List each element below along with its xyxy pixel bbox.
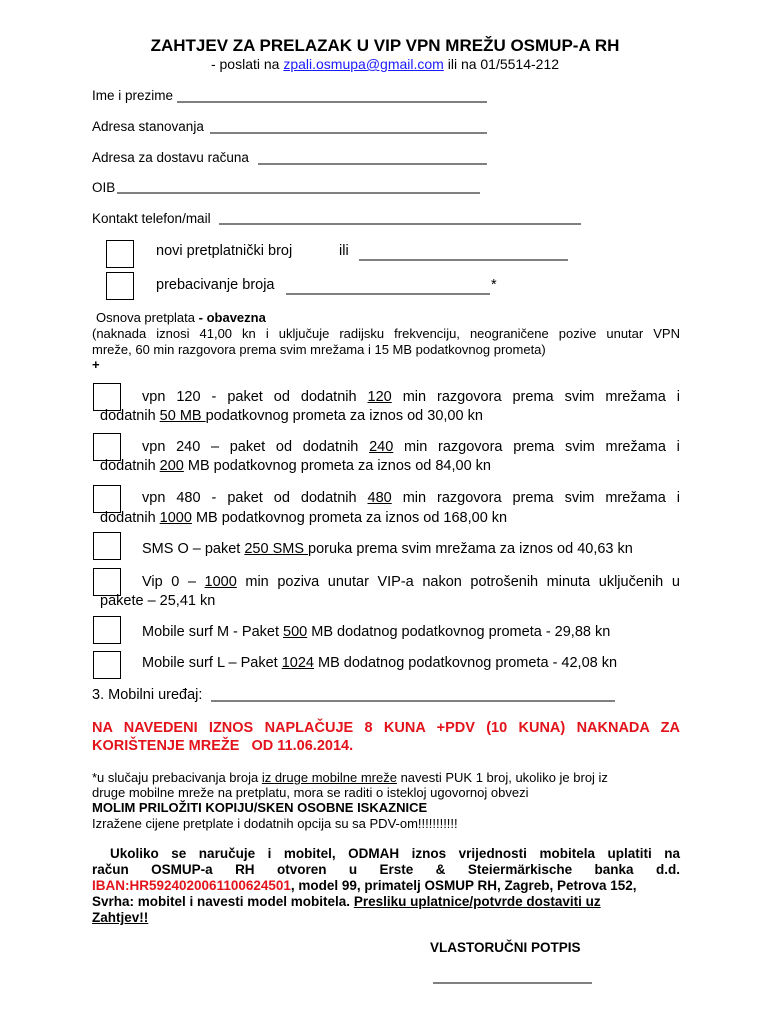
word: - xyxy=(211,490,217,506)
word: dodatnih xyxy=(300,389,357,405)
porting-note xyxy=(92,770,680,785)
porting-checkbox[interactable] xyxy=(106,272,134,300)
word: u xyxy=(671,574,680,590)
base-plan-description xyxy=(92,326,680,341)
word: od xyxy=(275,439,293,455)
word: min xyxy=(402,389,427,405)
vpn480-line2 xyxy=(100,510,680,526)
vip0-checkbox[interactable] xyxy=(93,568,121,596)
word: min xyxy=(245,574,269,590)
word: od xyxy=(273,490,290,506)
address-label: Adresa stanovanja xyxy=(92,119,204,134)
text: SMS O – paket xyxy=(142,541,245,557)
porting-asterisk: * xyxy=(491,277,497,293)
word: u xyxy=(348,862,358,877)
word: i xyxy=(676,389,680,405)
word: unutar xyxy=(327,574,369,590)
base-plan-mandatory: - obavezna xyxy=(198,310,266,325)
word: – xyxy=(187,574,196,590)
contact-label: Kontakt telefon/mail xyxy=(92,211,211,226)
text: Svrha: mobitel i navesti model mobitela. xyxy=(92,894,354,909)
porting-note-line1 xyxy=(92,770,680,785)
payment-line3 xyxy=(92,878,680,893)
data-amount: 200 xyxy=(159,458,184,474)
device-field[interactable] xyxy=(92,687,202,703)
word: dodatnih xyxy=(300,490,357,506)
vip0-line1 xyxy=(142,574,680,590)
word: paket xyxy=(227,490,263,506)
base-plan-desc-line1: (naknada iznosi 41,00 kn i uključuje radijsku frekvenciju, neograničene pozive unutar VPN xyxy=(92,326,680,341)
vpn120-line1 xyxy=(142,389,680,405)
word: poziva xyxy=(277,574,320,590)
word: OSMUP-a xyxy=(151,862,213,877)
new-number-checkbox[interactable] xyxy=(106,240,134,268)
sms-checkbox[interactable] xyxy=(93,532,121,560)
text: MB dodatnog podatkovnog prometa - 29,88 kn xyxy=(307,624,611,640)
word: razgovora xyxy=(437,389,502,405)
text: dodatnih xyxy=(100,510,160,526)
payment-line5: Zahtjev!! xyxy=(92,910,149,925)
text: MB podatkovnog prometa za iznos od 84,00 kn xyxy=(183,458,491,474)
vat-note: Izražene cijene pretplate i dodatnih opcija su sa PDV-om!!!!!!!!!!! xyxy=(92,816,458,831)
word: svim xyxy=(564,389,595,405)
word: VIP-a xyxy=(377,574,414,590)
word: mrežama xyxy=(605,490,666,506)
text: Mobile surf L – Paket xyxy=(142,655,282,671)
text: MB dodatnog podatkovnog prometa - 42,08 kn xyxy=(313,655,618,671)
word: potrošenih xyxy=(470,574,539,590)
signature-label: VLASTORUČNI POTPIS xyxy=(430,940,581,955)
base-plan-desc-line2: mreže, 60 min razgovora prema svim mrežama i 15 MB podatkovnog prometa) xyxy=(92,342,546,357)
iban: IBAN:HR5924020061100624501 xyxy=(92,878,291,893)
or-label: ili xyxy=(339,243,349,259)
vip0-line2: pakete – 25,41 kn xyxy=(100,593,216,609)
payment-line1 xyxy=(110,846,680,861)
word: paket xyxy=(227,389,263,405)
vpn120-checkbox[interactable] xyxy=(93,383,121,411)
surf-l-option xyxy=(142,655,722,671)
word: otvoren xyxy=(276,862,327,877)
word: – xyxy=(210,439,220,455)
name-label: Ime i prezime xyxy=(92,88,174,103)
word: 0 xyxy=(171,574,180,590)
word: Steiermärkische xyxy=(467,862,573,877)
vpn240-line1 xyxy=(142,439,680,455)
porting-label: prebacivanje broja xyxy=(156,277,275,293)
plus-sign: + xyxy=(92,357,100,372)
other-network-text: iz druge mobilne mreže xyxy=(261,770,397,785)
address-field[interactable] xyxy=(92,119,204,134)
vpn480-option xyxy=(142,490,680,506)
word-minutes: 240 xyxy=(369,439,394,455)
surf-m-checkbox[interactable] xyxy=(93,616,121,644)
billing-address-label: Adresa za dostavu računa xyxy=(92,150,249,165)
word: razgovora xyxy=(438,439,503,455)
word: 240 xyxy=(176,439,201,455)
word: prema xyxy=(512,490,554,506)
porting-note-line2: druge mobilne mreže na pretplatu, mora se raditi o isteklој ugovornoj obvezi xyxy=(92,785,529,800)
device-label: 3. Mobilni uređaj: xyxy=(92,687,203,703)
base-plan-label: Osnova pretplata xyxy=(96,310,196,325)
text: poruka prema svim mrežama za iznos od 40,63 kn xyxy=(308,541,633,557)
sms-amount: 250 SMS xyxy=(244,541,309,557)
vpn240-line2 xyxy=(100,458,680,474)
billing-address-field[interactable] xyxy=(92,150,249,165)
word: od xyxy=(273,389,290,405)
surf-l-checkbox[interactable] xyxy=(93,651,121,679)
word: Vip xyxy=(142,574,163,590)
word: & xyxy=(435,862,446,877)
fee-notice-line1: NA NAVEDENI IZNOS NAPLAČUJE 8 KUNA +PDV (10 KUNA) NAKNADA ZA xyxy=(92,720,680,736)
text xyxy=(92,770,608,785)
contact-field[interactable] xyxy=(92,211,211,226)
payment-line2 xyxy=(92,862,680,877)
word: - xyxy=(211,389,217,405)
receipt-instruction: Presliku uplatnice/potvrde dostaviti uz xyxy=(353,894,601,909)
payment-line1-text: Ukoliko se naručuje i mobitel, ODMAH iznos vrijednosti mobitela uplatiti na xyxy=(110,846,680,861)
data-amount: 1024 xyxy=(281,655,314,671)
word-minutes: 120 xyxy=(367,389,392,405)
word: svim xyxy=(564,490,595,506)
vpn480-line1 xyxy=(142,490,680,506)
vpn240-checkbox[interactable] xyxy=(93,433,121,461)
vpn120-option xyxy=(142,389,680,405)
word: d.d. xyxy=(655,862,680,877)
oib-field[interactable] xyxy=(92,180,115,195)
word: prema xyxy=(512,389,554,405)
vpn120-line2 xyxy=(100,408,680,424)
payment-line2-row xyxy=(92,862,680,877)
word: 120 xyxy=(176,389,201,405)
fee-notice xyxy=(92,720,680,736)
word: min xyxy=(403,439,428,455)
text: Mobile surf M - Paket xyxy=(142,624,284,640)
text: dodatnih xyxy=(100,458,160,474)
word: Erste xyxy=(379,862,414,877)
word: dodatnih xyxy=(302,439,359,455)
fee-notice-line2: KORIŠTENJE MREŽE OD 11.06.2014. xyxy=(92,738,354,754)
word: razgovora xyxy=(437,490,502,506)
subtitle-suffix: ili na 01/5514-212 xyxy=(443,56,560,72)
word: banka xyxy=(594,862,634,877)
word: paket xyxy=(229,439,266,455)
word: vpn xyxy=(142,389,166,405)
word: mrežama xyxy=(605,389,666,405)
word: vpn xyxy=(142,490,166,506)
data-amount: 50 MB xyxy=(159,408,206,424)
vip0-option xyxy=(142,574,680,590)
data-amount: 1000 xyxy=(159,510,192,526)
payment-line4 xyxy=(92,894,680,909)
new-number-label: novi pretplatnički broj xyxy=(156,243,293,259)
word: i xyxy=(676,490,680,506)
text: podatkovnog prometa za iznos od 30,00 kn xyxy=(205,408,483,424)
word: uključenih xyxy=(598,574,664,590)
data-amount: 500 xyxy=(283,624,308,640)
text: navesti PUK 1 broj, ukoliko je broj iz xyxy=(396,770,608,785)
word-minutes: 480 xyxy=(367,490,392,506)
text: MB podatkovnog prometa za iznos od 168,00 kn xyxy=(191,510,508,526)
text: dodatnih xyxy=(100,408,160,424)
word: prema xyxy=(513,439,555,455)
vpn480-checkbox[interactable] xyxy=(93,485,121,513)
word: min xyxy=(402,490,427,506)
word: 480 xyxy=(176,490,201,506)
oib-label: OIB xyxy=(92,180,116,195)
surf-m-option xyxy=(142,624,722,640)
word: mrežama xyxy=(605,439,666,455)
sms-option xyxy=(142,541,722,557)
word: svim xyxy=(564,439,595,455)
word: račun xyxy=(92,862,129,877)
text: *u slučaju prebacivanja broja xyxy=(92,770,262,785)
word: vpn xyxy=(142,439,166,455)
form-title: ZAHTJEV ZA PRELAZAK U VIP VPN MREŽU OSMUP-A RH xyxy=(150,36,620,55)
word: minuta xyxy=(546,574,591,590)
vpn240-option xyxy=(142,439,680,455)
word: nakon xyxy=(422,574,462,590)
word-minutes: 1000 xyxy=(204,574,237,590)
email-link[interactable]: zpali.osmupa@gmail.com xyxy=(283,56,444,72)
subtitle-prefix: - poslati na xyxy=(210,56,284,72)
word: i xyxy=(676,439,680,455)
text: , model 99, primatelj OSMUP RH, Zagreb, Petrova 152, xyxy=(290,878,637,893)
id-copy-note: MOLIM PRILOŽITI KOPIJU/SKEN OSOBNE ISKAZNICE xyxy=(92,800,428,815)
base-plan-heading xyxy=(96,310,266,325)
word: RH xyxy=(235,862,255,877)
